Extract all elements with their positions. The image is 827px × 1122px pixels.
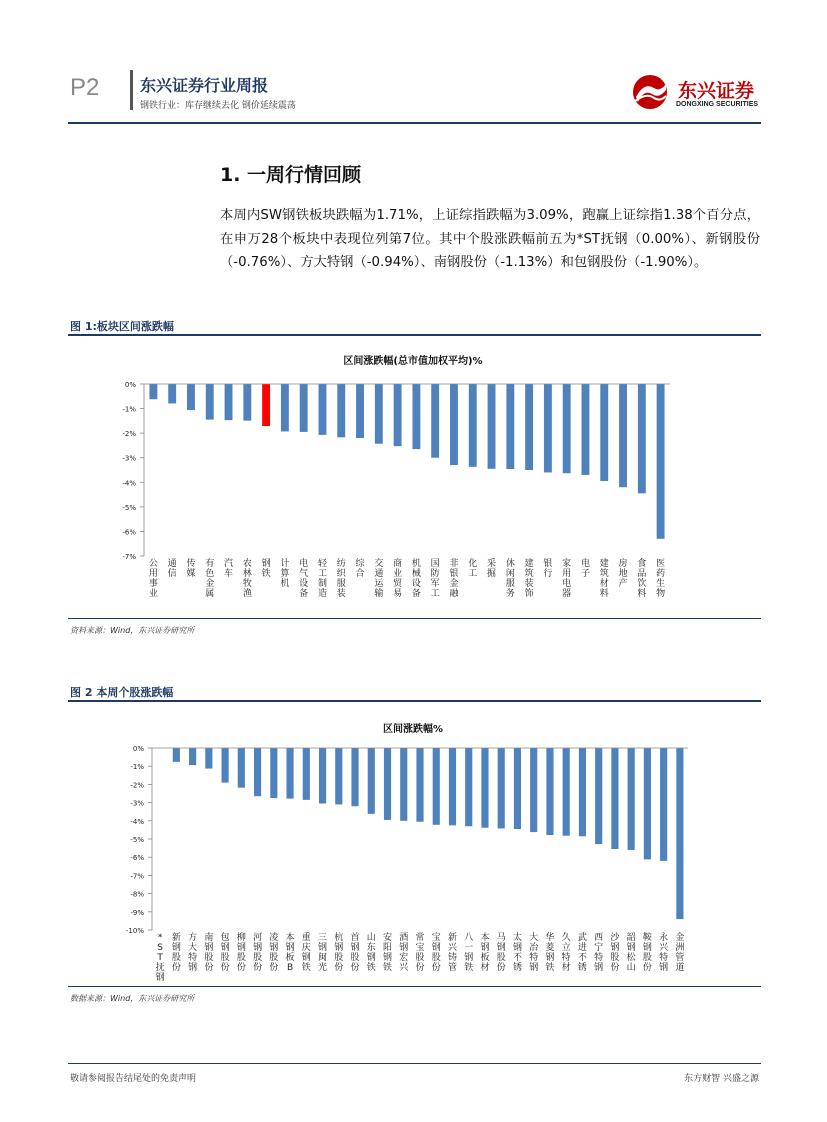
bar	[514, 748, 521, 829]
x-category-label: 新钢股份	[171, 933, 181, 973]
bar	[281, 384, 289, 431]
bar	[563, 384, 571, 473]
y-tick-label: -2%	[122, 430, 136, 439]
y-tick-label: -3%	[122, 454, 136, 463]
bar	[205, 748, 212, 769]
x-category-label: 交通运输	[374, 559, 384, 599]
figure2-bottom-rule	[68, 986, 761, 987]
bar	[286, 748, 293, 799]
figure1-bar-chart	[68, 340, 761, 618]
logo-english-name: DONGXING SECURITIES	[676, 101, 759, 108]
bar	[660, 748, 667, 861]
bar	[384, 748, 391, 820]
x-category-label: 大冶特钢	[529, 933, 539, 973]
bar	[481, 748, 488, 828]
y-tick-label: -1%	[122, 405, 136, 414]
y-tick-label: 0%	[124, 381, 136, 389]
logo-chinese-name: 东兴证券	[678, 80, 755, 102]
y-tick-label: 0%	[132, 745, 144, 753]
bar	[465, 748, 472, 826]
figure1-top-rule	[68, 334, 761, 336]
bar	[412, 384, 420, 449]
x-category-label: 方大特钢	[188, 933, 198, 973]
x-category-label: 医药生物	[656, 559, 666, 599]
x-category-label: 电气设备	[299, 559, 309, 599]
figure1-source: 资料来源：Wind，东兴证券研究所	[70, 626, 195, 635]
figure2-source: 数据来源：Wind，东兴证券研究所	[70, 994, 195, 1003]
x-category-label: 酒钢宏兴	[399, 933, 409, 973]
chart-title: 区间涨跌幅%	[382, 724, 444, 735]
x-category-label: 综合	[355, 559, 365, 579]
x-category-label: 首钢股份	[350, 933, 360, 973]
bar	[319, 748, 326, 804]
x-category-label: 沙钢股份	[610, 933, 620, 973]
y-tick-label: -7%	[122, 553, 136, 561]
x-category-label: 新兴铸管	[447, 933, 457, 973]
y-tick-label: -3%	[130, 799, 144, 808]
bar	[644, 748, 651, 859]
x-category-label: 韶钢松山	[626, 933, 636, 973]
figure2-bar-chart	[68, 706, 761, 986]
x-category-label: 太钢不锈	[512, 933, 522, 973]
bar	[238, 748, 245, 788]
bar	[168, 384, 176, 403]
bar	[449, 748, 456, 825]
x-category-label: 常宝股份	[415, 933, 425, 973]
x-category-label: 有色金属	[205, 559, 215, 599]
x-category-label: 房地产	[618, 559, 628, 589]
x-category-label: 重庆钢铁	[301, 933, 311, 973]
bar	[619, 384, 627, 487]
x-category-label: 久立特材	[561, 933, 571, 973]
bar	[254, 748, 261, 796]
chart-title: 区间涨跌幅(总市值加权平均)%	[343, 356, 483, 367]
y-tick-label: -2%	[130, 781, 144, 790]
bar	[375, 384, 383, 444]
x-category-label: 安阳钢铁	[383, 933, 393, 973]
x-category-label: 金洲管道	[675, 933, 685, 973]
bar	[582, 384, 590, 475]
bar	[319, 384, 327, 435]
x-category-label: 计算机	[280, 559, 290, 589]
bar	[488, 384, 496, 469]
figure2-top-rule	[68, 700, 761, 702]
bar	[270, 748, 277, 798]
x-category-label: * S T 抚钢	[155, 933, 165, 983]
bar	[300, 384, 308, 432]
x-category-label: 汽车	[224, 559, 234, 579]
y-tick-label: -5%	[122, 503, 136, 512]
bar	[563, 748, 570, 836]
x-category-label: 武进不锈	[577, 933, 587, 973]
bar	[611, 748, 618, 849]
x-category-label: 建筑材料	[599, 559, 609, 599]
y-tick-label: -9%	[130, 908, 144, 917]
x-category-label: 银行	[543, 559, 553, 579]
bar	[638, 384, 646, 493]
bar	[356, 384, 364, 438]
x-category-label: 钢铁	[261, 559, 271, 579]
x-category-label: 农林牧渔	[242, 559, 252, 599]
footer-disclaimer: 敬请参阅报告结尾处的免责声明	[70, 1074, 197, 1084]
bar	[431, 384, 439, 458]
bar	[525, 384, 533, 470]
x-category-label: 三钢闽光	[318, 933, 328, 973]
page-number: P2	[70, 74, 100, 101]
x-category-label: 河钢股份	[253, 933, 263, 973]
header-divider	[130, 70, 133, 110]
figure1-bottom-rule	[68, 618, 761, 619]
x-category-label: 宝钢股份	[431, 933, 441, 973]
figure1-caption: 图 1:板块区间涨跌幅	[70, 320, 174, 333]
bar	[225, 384, 233, 420]
bar	[262, 384, 270, 426]
x-category-label: 凌钢股份	[269, 933, 279, 973]
x-category-label: 通信	[167, 559, 177, 579]
x-category-label: 包钢股份	[220, 933, 230, 973]
x-category-label: 机械设备	[411, 559, 421, 599]
x-category-label: 八一钢铁	[464, 933, 474, 973]
x-category-label: 食品饮料	[637, 559, 647, 599]
bar	[173, 748, 180, 762]
y-tick-label: -6%	[130, 854, 144, 863]
bar	[351, 748, 358, 806]
y-tick-label: -4%	[130, 817, 144, 826]
y-tick-label: -4%	[122, 479, 136, 488]
x-category-label: 休闲服务	[505, 559, 515, 599]
footer-rule	[68, 1063, 761, 1064]
bar	[530, 748, 537, 832]
x-category-label: 西宁特钢	[594, 933, 604, 973]
y-tick-label: -7%	[130, 872, 144, 881]
bar	[546, 748, 553, 835]
bar	[676, 748, 683, 919]
report-subtitle: 钢铁行业：库存继续去化 钢价延续震荡	[140, 101, 296, 111]
x-category-label: 化工	[468, 559, 478, 579]
x-category-label: 南钢股份	[204, 933, 214, 973]
x-category-label: 公用事业	[148, 559, 158, 599]
bar	[243, 384, 251, 421]
x-category-label: 纺织服装	[336, 559, 346, 599]
x-category-label: 非银金融	[449, 559, 459, 599]
report-series-title: 东兴证券行业周报	[140, 76, 269, 95]
x-category-label: 商业贸易	[393, 559, 403, 599]
y-tick-label: -8%	[130, 890, 144, 899]
bar	[657, 384, 665, 539]
x-category-label: 国防军工	[430, 559, 440, 599]
x-category-label: 永兴特钢	[659, 933, 669, 973]
bar	[600, 384, 608, 481]
footer-slogan: 东方财智 兴盛之源	[684, 1074, 759, 1084]
bar	[433, 748, 440, 825]
x-category-label: 鞍钢股份	[642, 933, 652, 973]
bar	[450, 384, 458, 465]
x-category-label: 建筑装饰	[524, 559, 534, 599]
y-tick-label: -1%	[130, 763, 144, 772]
section-paragraph: 本周内SW钢铁板块跌幅为1.71%，上证综指跌幅为3.09%，跑赢上证综指1.38个百分点，在申万28个板块中表现位列第7位。其中个股涨跌幅前五为*ST抚钢（0.00%）、新钢股份（-0.76%）、方大特钢（-0.94%）、南钢股份（-1.13%）和包钢股份（-1.90%）。	[220, 208, 760, 270]
bar	[394, 384, 402, 446]
bar	[206, 384, 214, 420]
x-category-label: 山东钢铁	[366, 933, 376, 973]
bar	[579, 748, 586, 836]
bar	[303, 748, 310, 800]
header-rule	[68, 122, 761, 124]
bar	[544, 384, 552, 472]
section-title: 1. 一周行情回顾	[220, 164, 362, 186]
y-tick-label: -6%	[122, 528, 136, 537]
x-category-label: 传媒	[186, 559, 196, 579]
bar	[189, 748, 196, 765]
y-tick-label: -5%	[130, 836, 144, 844]
x-category-label: 采掘	[487, 559, 497, 579]
bar	[498, 748, 505, 828]
bar	[416, 748, 423, 822]
x-category-label: 轻工制造	[317, 559, 327, 599]
x-category-label: 柳钢股份	[236, 933, 246, 973]
bar	[337, 384, 345, 437]
bar	[149, 384, 157, 399]
x-category-label: 马钢股份	[496, 933, 506, 973]
x-category-label: 杭钢股份	[334, 933, 344, 973]
x-category-label: 华菱钢铁	[545, 933, 555, 973]
bar	[400, 748, 407, 821]
bar	[628, 748, 635, 850]
bar	[506, 384, 514, 469]
bar	[222, 748, 229, 783]
x-category-label: 家用电器	[562, 559, 572, 599]
x-category-label: 电子	[580, 559, 590, 579]
figure2-caption: 图 2 本周个股涨跌幅	[70, 686, 174, 699]
bar	[335, 748, 342, 804]
x-category-label: 本钢板 B	[285, 933, 295, 973]
y-tick-label: -10%	[125, 927, 144, 935]
bar	[368, 748, 375, 814]
bar	[187, 384, 195, 410]
x-category-label: 本钢板材	[480, 933, 490, 973]
bar	[595, 748, 602, 844]
bar	[469, 384, 477, 467]
